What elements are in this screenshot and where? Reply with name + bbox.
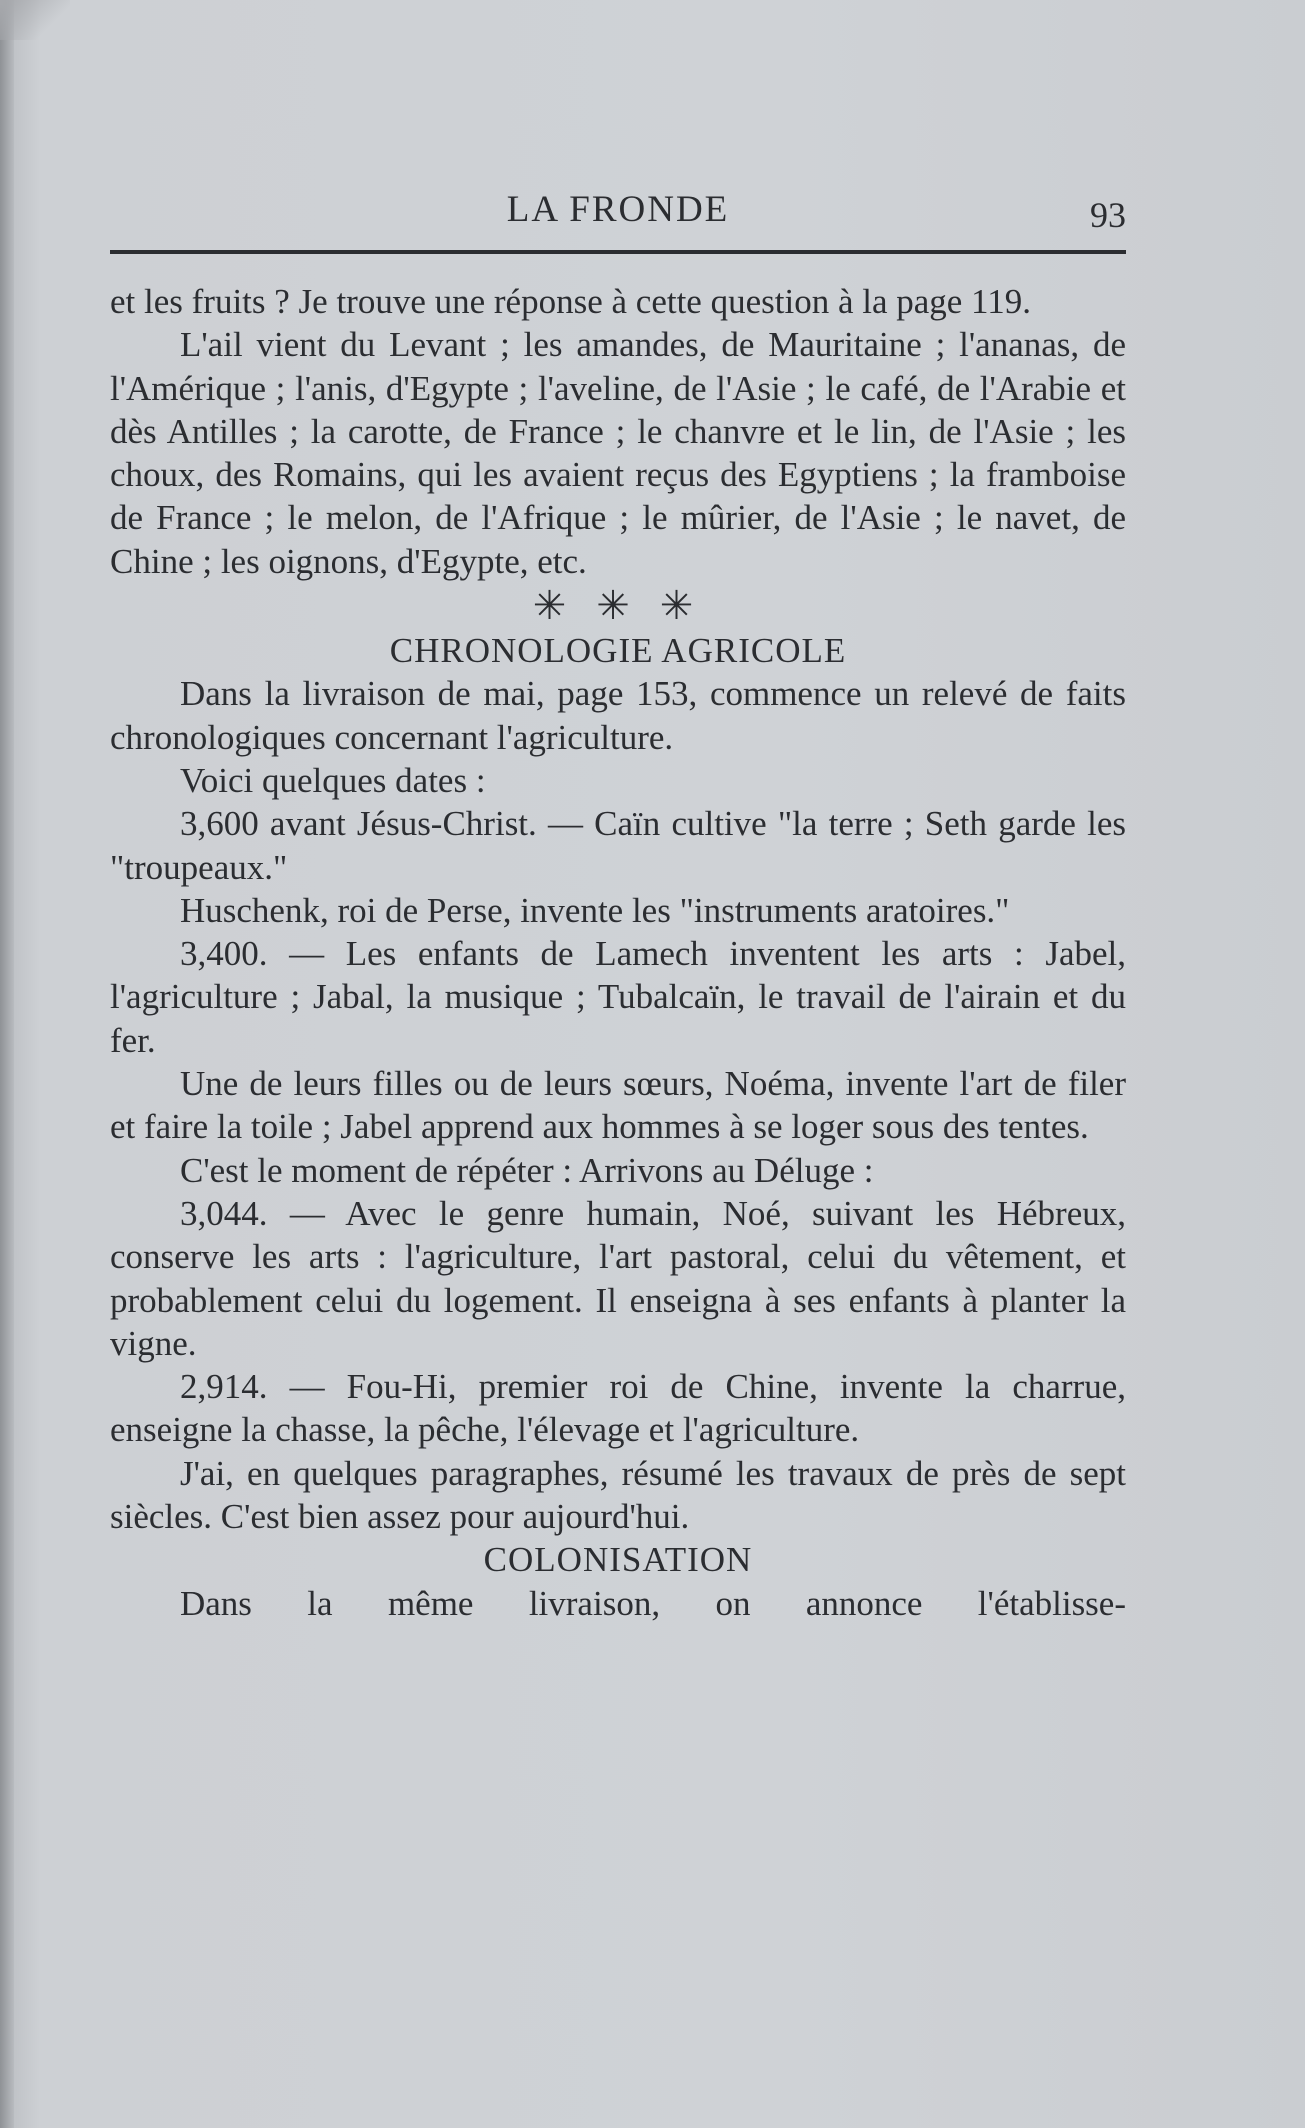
paragraph: L'ail vient du Levant ; les amandes, de Mauritaine ; l'ananas, de l'Amérique ; l'anis, d'Egypte ; l'aveline, de l'Asie ; le café, de l'Arabie et dès Antilles ; la carotte, de France ; le chanvre et le lin, de l'Asie ; les choux, des Romains, qui les avaient reçus des Egyptiens ; la framboise de France ; le melon, de l'Afrique ; le mûrier, de l'Asie ; le navet, de Chine ; les oignons, d'Egypte, etc. (110, 325, 1126, 581)
paragraph: 3,044. — Avec le genre humain, Noé, suivant les Hébreux, conserve les arts : l'agriculture, l'art pastoral, celui du vêtement, et probablement celui du logement. Il enseigna à ses enfants à planter la vigne. (110, 1193, 1126, 1363)
paragraph: Une de leurs filles ou de leurs sœurs, Noéma, invente l'art de filer et faire la toile ; Jabel apprend aux hommes à se loger sous des tentes. (110, 1064, 1126, 1147)
running-title: LA FRONDE (506, 189, 730, 230)
paragraph: J'ai, en quelques paragraphes, résumé les travaux de près de sept siècles. C'est bien assez pour aujourd'hui. (110, 1453, 1126, 1537)
paragraph: Dans la même livraison, on annonce l'établisse- (180, 1583, 1126, 1623)
section-separator-stars: ✳ ✳ ✳ (532, 583, 704, 629)
paragraph: C'est le moment de répéter : Arrivons au Déluge : (180, 1150, 874, 1190)
paragraph: 2,914. — Fou-Hi, premier roi de Chine, invente la charrue, enseigne la chasse, la pêche, l'élevage et l'agriculture. (110, 1367, 1126, 1450)
paragraph: 3,400. — Les enfants de Lamech inventent les arts : Jabel, l'agriculture ; Jabal, la musique ; Tubalcaïn, le travail de l'airain et du fer. (110, 934, 1126, 1060)
paragraph: Voici quelques dates : (180, 760, 486, 800)
section-heading: CHRONOLOGIE AGRICOLE (389, 631, 847, 671)
paragraph: et les fruits ? Je trouve une réponse à cette question à la page 119. (110, 282, 1032, 321)
paragraph: Huschenk, roi de Perse, invente les "instruments aratoires." (180, 890, 1010, 930)
paragraph: 3,600 avant Jésus-Christ. — Caïn cultive "la terre ; Seth garde les "troupeaux." (110, 804, 1126, 887)
page-number: 93 (1090, 195, 1126, 235)
header-rule (110, 250, 1126, 254)
page-corner-wear (0, 0, 70, 40)
page-header (110, 178, 1126, 248)
paragraph: Dans la livraison de mai, page 153, commence un relevé de faits chronologiques concernant l'agriculture. (110, 674, 1126, 757)
page-spine-shadow (0, 0, 14, 2128)
body-text (110, 280, 1126, 1625)
section-heading: COLONISATION (483, 1540, 753, 1580)
